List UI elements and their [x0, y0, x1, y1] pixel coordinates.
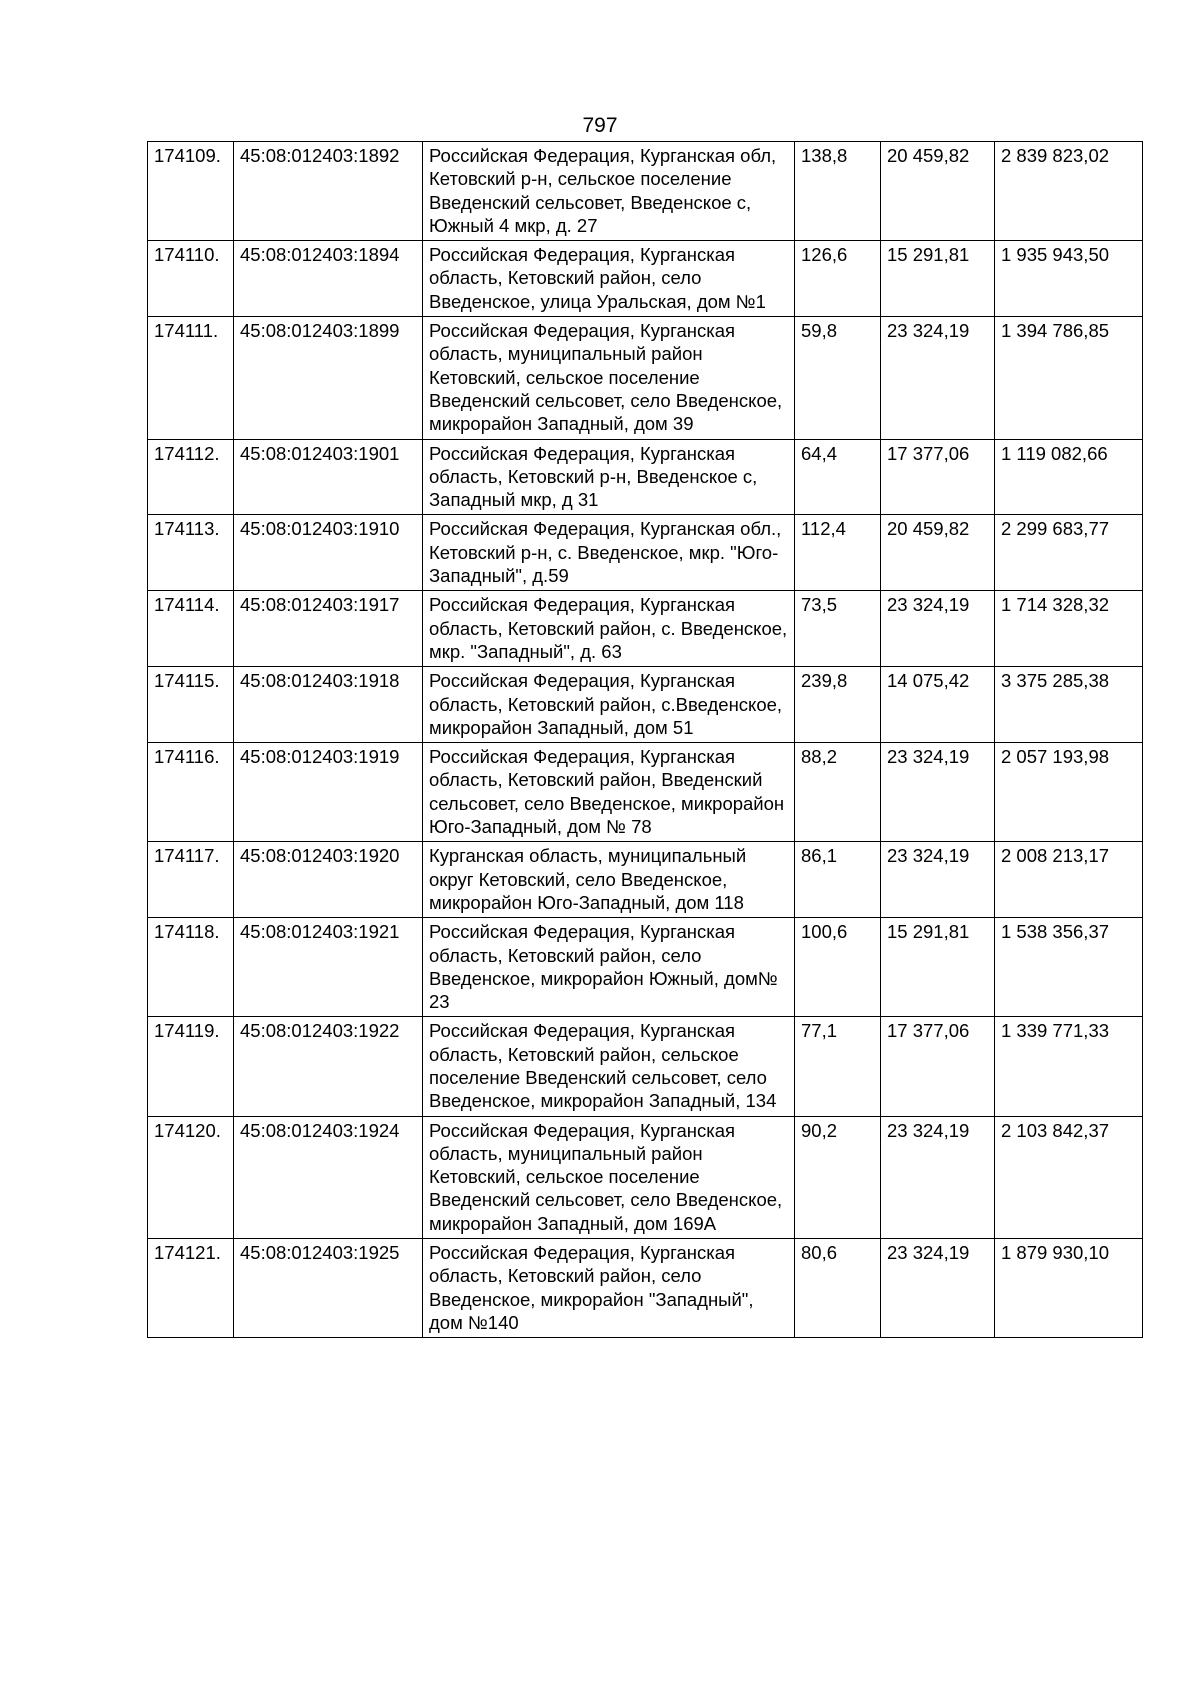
table-row	[148, 515, 1143, 591]
row-number-cell: 174115.	[148, 667, 234, 743]
address-cell: Российская Федерация, Курганская область, Кетовский р-н, Введенское с, Западный мкр, д 31	[423, 439, 795, 515]
cadastral-number-cell: 45:08:012403:1925	[234, 1239, 423, 1338]
cadastral-value-cell: 1 714 328,32	[995, 591, 1143, 667]
row-number-cell: 174120.	[148, 1116, 234, 1238]
row-number-cell: 174121.	[148, 1239, 234, 1338]
cadastral-value-cell: 2 839 823,02	[995, 142, 1143, 241]
table-row	[148, 591, 1143, 667]
cadastral-number-cell: 45:08:012403:1917	[234, 591, 423, 667]
rate-cell: 23 324,19	[881, 842, 995, 918]
area-cell: 138,8	[795, 142, 881, 241]
area-cell: 100,6	[795, 918, 881, 1017]
rate-cell: 15 291,81	[881, 241, 995, 317]
table-row	[148, 842, 1143, 918]
cadastral-number-cell: 45:08:012403:1924	[234, 1116, 423, 1238]
address-cell: Российская Федерация, Курганская обл, Кетовский р-н, сельское поселение Введенский сельсовет, Введенское с, Южный 4 мкр, д. 27	[423, 142, 795, 241]
address-cell: Курганская область, муниципальный округ Кетовский, село Введенское, микрорайон Юго-Западный, дом 118	[423, 842, 795, 918]
rate-cell: 20 459,82	[881, 515, 995, 591]
row-number-cell: 174110.	[148, 241, 234, 317]
address-cell: Российская Федерация, Курганская область, Кетовский район, с.Введенское, микрорайон Западный, дом 51	[423, 667, 795, 743]
rate-cell: 23 324,19	[881, 591, 995, 667]
registry-table	[147, 141, 1143, 1338]
rate-cell: 17 377,06	[881, 1017, 995, 1116]
address-cell: Российская Федерация, Курганская обл., Кетовский р-н, с. Введенское, мкр. "Юго-Западный", д.59	[423, 515, 795, 591]
area-cell: 86,1	[795, 842, 881, 918]
address-cell: Российская Федерация, Курганская область, Кетовский район, село Введенское, улица Уральская, дом №1	[423, 241, 795, 317]
rate-cell: 23 324,19	[881, 1239, 995, 1338]
area-cell: 77,1	[795, 1017, 881, 1116]
cadastral-value-cell: 1 879 930,10	[995, 1239, 1143, 1338]
table-row	[148, 241, 1143, 317]
cadastral-value-cell: 3 375 285,38	[995, 667, 1143, 743]
cadastral-number-cell: 45:08:012403:1894	[234, 241, 423, 317]
cadastral-value-cell: 1 394 786,85	[995, 317, 1143, 439]
row-number-cell: 174118.	[148, 918, 234, 1017]
row-number-cell: 174112.	[148, 439, 234, 515]
area-cell: 80,6	[795, 1239, 881, 1338]
registry-table-body	[148, 142, 1143, 1338]
cadastral-value-cell: 2 103 842,37	[995, 1116, 1143, 1238]
rate-cell: 23 324,19	[881, 1116, 995, 1238]
cadastral-number-cell: 45:08:012403:1910	[234, 515, 423, 591]
cadastral-number-cell: 45:08:012403:1919	[234, 743, 423, 842]
cadastral-value-cell: 1 339 771,33	[995, 1017, 1143, 1116]
table-row	[148, 667, 1143, 743]
rate-cell: 20 459,82	[881, 142, 995, 241]
rate-cell: 23 324,19	[881, 743, 995, 842]
table-row	[148, 439, 1143, 515]
table-row	[148, 1239, 1143, 1338]
table-row	[148, 1116, 1143, 1238]
cadastral-number-cell: 45:08:012403:1918	[234, 667, 423, 743]
rate-cell: 15 291,81	[881, 918, 995, 1017]
rate-cell: 14 075,42	[881, 667, 995, 743]
cadastral-number-cell: 45:08:012403:1901	[234, 439, 423, 515]
address-cell: Российская Федерация, Курганская область, муниципальный район Кетовский, сельское поселение Введенский сельсовет, село Введенское, микрорайон Западный, дом 169А	[423, 1116, 795, 1238]
cadastral-value-cell: 2 057 193,98	[995, 743, 1143, 842]
area-cell: 64,4	[795, 439, 881, 515]
address-cell: Российская Федерация, Курганская область, Кетовский район, село Введенское, микрорайон "Западный", дом №140	[423, 1239, 795, 1338]
table-row	[148, 743, 1143, 842]
row-number-cell: 174119.	[148, 1017, 234, 1116]
rate-cell: 17 377,06	[881, 439, 995, 515]
cadastral-value-cell: 2 008 213,17	[995, 842, 1143, 918]
cadastral-value-cell: 1 538 356,37	[995, 918, 1143, 1017]
cadastral-value-cell: 1 119 082,66	[995, 439, 1143, 515]
address-cell: Российская Федерация, Курганская область, Кетовский район, с. Введенское, мкр. "Западный", д. 63	[423, 591, 795, 667]
row-number-cell: 174109.	[148, 142, 234, 241]
row-number-cell: 174117.	[148, 842, 234, 918]
area-cell: 88,2	[795, 743, 881, 842]
address-cell: Российская Федерация, Курганская область, Кетовский район, сельское поселение Введенский сельсовет, село Введенское, микрорайон Западный, 134	[423, 1017, 795, 1116]
table-row	[148, 1017, 1143, 1116]
row-number-cell: 174116.	[148, 743, 234, 842]
address-cell: Российская Федерация, Курганская область, Кетовский район, Введенский сельсовет, село Введенское, микрорайон Юго-Западный, дом № 78	[423, 743, 795, 842]
address-cell: Российская Федерация, Курганская область, Кетовский район, село Введенское, микрорайон Южный, дом№ 23	[423, 918, 795, 1017]
address-cell: Российская Федерация, Курганская область, муниципальный район Кетовский, сельское поселение Введенский сельсовет, село Введенское, микрорайон Западный, дом 39	[423, 317, 795, 439]
area-cell: 90,2	[795, 1116, 881, 1238]
cadastral-number-cell: 45:08:012403:1899	[234, 317, 423, 439]
row-number-cell: 174114.	[148, 591, 234, 667]
cadastral-number-cell: 45:08:012403:1922	[234, 1017, 423, 1116]
row-number-cell: 174111.	[148, 317, 234, 439]
cadastral-number-cell: 45:08:012403:1921	[234, 918, 423, 1017]
cadastral-value-cell: 1 935 943,50	[995, 241, 1143, 317]
table-row	[148, 317, 1143, 439]
cadastral-number-cell: 45:08:012403:1920	[234, 842, 423, 918]
table-row	[148, 918, 1143, 1017]
area-cell: 73,5	[795, 591, 881, 667]
area-cell: 112,4	[795, 515, 881, 591]
rate-cell: 23 324,19	[881, 317, 995, 439]
area-cell: 239,8	[795, 667, 881, 743]
cadastral-number-cell: 45:08:012403:1892	[234, 142, 423, 241]
table-row	[148, 142, 1143, 241]
cadastral-value-cell: 2 299 683,77	[995, 515, 1143, 591]
area-cell: 126,6	[795, 241, 881, 317]
row-number-cell: 174113.	[148, 515, 234, 591]
area-cell: 59,8	[795, 317, 881, 439]
page-number: 797	[582, 114, 618, 137]
